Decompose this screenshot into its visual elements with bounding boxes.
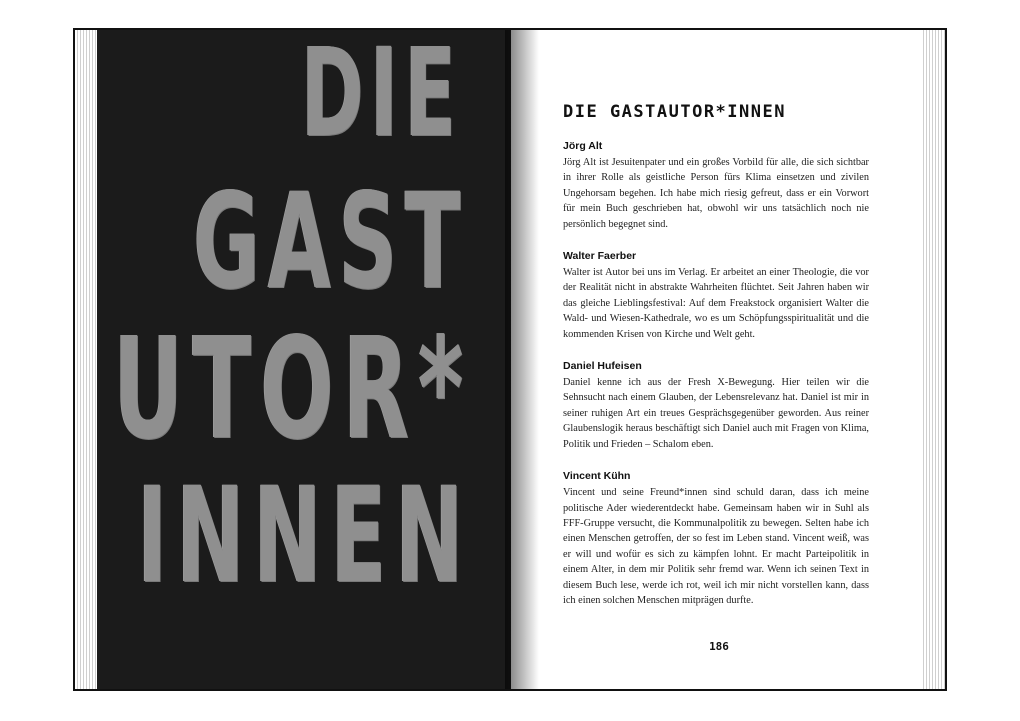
stencil-word-gast: GAST (193, 165, 469, 319)
gutter-shadow (505, 30, 539, 689)
author-name: Daniel Hufeisen (563, 360, 642, 373)
right-page-edges (923, 30, 945, 689)
author-bio: Walter ist Autor bei uns im Verlag. Er arbeitet an einer Theologie, die vor der Realität nicht in abstrakte Wahrheiten flüchtet. Seit Jahren haben wir das gleiche Lieblingsfestival: Auf dem Freakstock organisiert Walter die Wald- und Wiesen-Kathedrale, wo es um Schöpfungsspiritualität und die kommenden Krisen von Kirche und Welt geht. (563, 267, 869, 340)
author-entry (563, 140, 869, 232)
author-name: Walter Faerber (563, 250, 637, 263)
stencil-word-utor: UTOR* (113, 308, 473, 471)
author-entry (563, 470, 869, 608)
right-page (511, 30, 927, 689)
page-heading: DIE GASTAUTOR*INNEN (563, 102, 786, 122)
author-name: Jörg Alt (563, 140, 603, 152)
stencil-word-innen: INNEN (137, 459, 473, 613)
author-bio: Vincent und seine Freund*innen sind schuld daran, dass ich meine politische Ader wiederentdeckt habe. Gemeinsam haben wir in Suhl als FFF-Gruppe versucht, die Kommunalpolitik zu bewegen. Selten habe ich einen Menschen getroffen, der so fest im Leben stand. Vincent weiß, was er will und wofür es sich zu kämpfen lohnt. Er macht Parteipolitik in einem Alter, in dem mir Politik sehr fremd war. Wenn ich seinen Text in diesem Buch lese, werde ich rot, weil ich mir nicht vorstellen kann, dass ich einen solchen Menschen mitprägen durfte. (563, 487, 869, 606)
author-bio: Daniel kenne ich aus der Fresh X-Bewegung. Hier teilen wir die Sehnsucht nach einem Glauben, der Lebensrelevanz hat. Daniel ist mir in seiner ruhigen Art ein treues Gesprächsgegenüber geworden. Aus reiner Glaubenslogik heraus beschäftigt sich Daniel auch mit Fragen von Klima, Politik und Frieden – Schalom eben. (563, 377, 869, 450)
authors-section (563, 102, 869, 626)
author-entry (563, 360, 869, 452)
author-name: Vincent Kühn (563, 470, 631, 483)
author-bio: Jörg Alt ist Jesuitenpater und ein großes Vorbild für alle, die sich sichtbar in ihrer Rolle als geistliche Person fürs Klima einsetzen und zivilen Ungehorsam begehen. Ich habe mich riesig gefreut, dass er ein Vorwort für mein Buch geschrieben hat, obwohl wir uns tatsächlich noch nie persönlich begegnet sind. (563, 157, 869, 230)
open-book-spread (73, 28, 947, 691)
left-page-edges (75, 30, 97, 689)
page-number: 186 (709, 640, 729, 653)
stencil-word-die: DIE (301, 30, 463, 164)
author-entry (563, 250, 869, 342)
left-page-title-art (97, 30, 511, 689)
